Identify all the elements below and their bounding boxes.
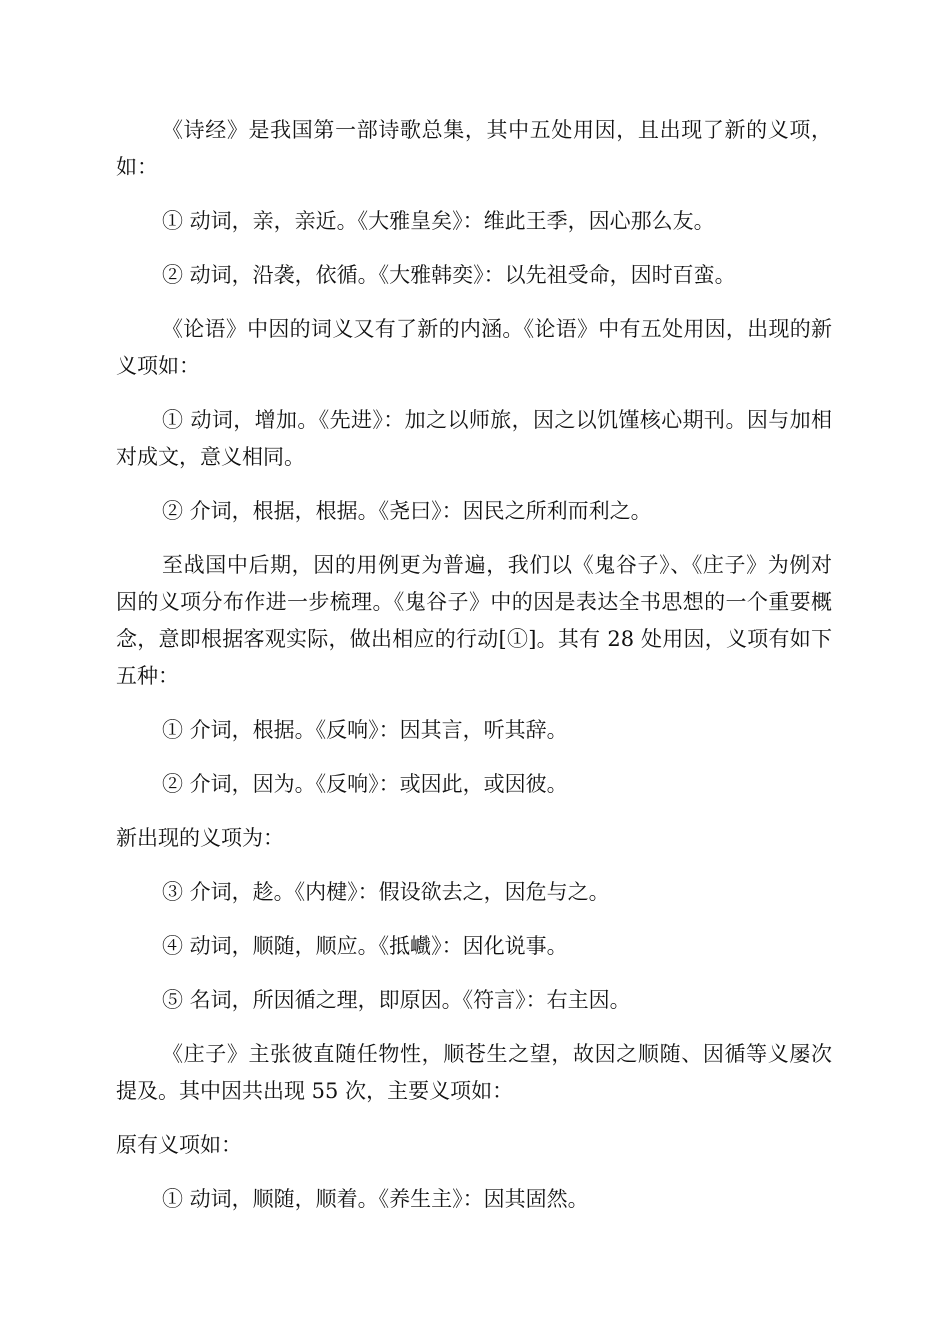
list-item-guiguzi-4: ④ 动词，顺随，顺应。《抵巇》：因化说事。: [162, 934, 568, 958]
paragraph-lunyu-intro: 《论语》中因的词义又有了新的内涵。《论语》中有五处用因，出现的新义项如：: [116, 317, 832, 378]
list-item-guiguzi-2: ② 介词，因为。《反响》：或因此，或因彼。: [162, 772, 568, 796]
paragraph-zhanguo-intro: 至战国中后期，因的用例更为普遍，我们以《鬼谷子》、《庄子》为例对因的义项分布作进一步梳理。《鬼谷子》中的因是表达全书思想的一个重要概念，意即根据客观实际，做出相应的行动[①]。其有 28 处用因，义项有如下五种：: [116, 553, 832, 688]
paragraph-new-senses-label: 新出现的义项为：: [116, 826, 284, 850]
paragraph-original-senses-label: 原有义项如：: [116, 1133, 242, 1157]
document-body: [116, 112, 832, 1235]
paragraph-zhuangzi-intro: 《庄子》主张彼直随任物性，顺苍生之望，故因之顺随、因循等义屡次提及。其中因共出现 55 次，主要义项如：: [116, 1042, 832, 1103]
list-item-zhuangzi-1: ① 动词，顺随，顺着。《养生主》：因其固然。: [162, 1187, 589, 1211]
list-item-lunyu-1: ① 动词，增加。《先进》：加之以师旅，因之以饥馑核心期刊。因与加相对成文，意义相同。: [116, 408, 832, 469]
list-item-lunyu-2: ② 介词，根据，根据。《尧曰》：因民之所利而利之。: [162, 499, 652, 523]
list-item-guiguzi-5: ⑤ 名词，所因循之理，即原因。《符言》：右主因。: [162, 988, 631, 1012]
list-item-guiguzi-1: ① 介词，根据。《反响》：因其言，听其辞。: [162, 718, 568, 742]
list-item-shijing-2: ② 动词，沿袭，依循。《大雅韩奕》：以先祖受命，因时百蛮。: [162, 263, 736, 287]
list-item-shijing-1: ① 动词，亲，亲近。《大雅皇矣》：维此王季，因心那么友。: [162, 209, 715, 233]
list-item-guiguzi-3: ③ 介词，趁。《内楗》：假设欲去之，因危与之。: [162, 880, 610, 904]
paragraph-shijing-intro: 《诗经》是我国第一部诗歌总集，其中五处用因，且出现了新的义项，如：: [116, 118, 832, 179]
